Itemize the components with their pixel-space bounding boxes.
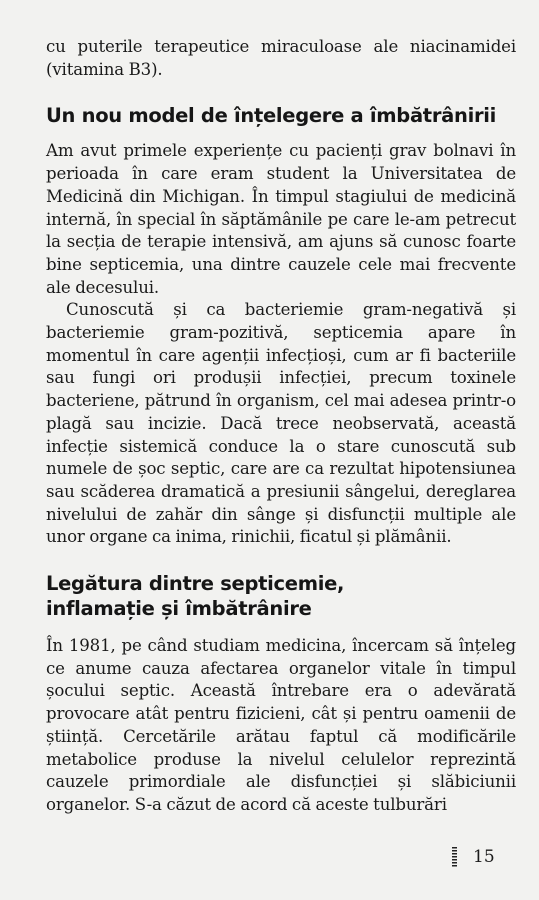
book-page xyxy=(46,36,516,817)
section-heading-new-model: Un nou model de înțelegere a îmbătrânirii xyxy=(46,104,497,128)
section-1-paragraph-1: Am avut primele experiențe cu pacienți grav bolnavi în perioada în care eram student la Universitatea de Medicină din Michigan. În timpul stagiului de medicină internă, în special în săptămânile pe care le-am petrecut la secția de terapie intensivă, am ajuns să cunosc foarte bine septicemia, una dintre cauzele cele mai frecvente ale decesului. xyxy=(46,141,516,297)
intro-paragraph: cu puterile terapeutice miraculoase ale niacinamidei (vitamina B3). xyxy=(46,37,516,79)
section-heading-septicemia-link: Legătura dintre septicemie, inflamație și îmbătrânire xyxy=(46,572,345,621)
section-2-paragraph-1: În 1981, pe când studiam medicina, încercam să înțeleg ce anume cauza afectarea organelor vitale în timpul șocului septic. Această întrebare era o adevărată provocare atât pentru fizicieni, cât și pentru oamenii de știință. Cercetările arătau faptul că modificările metabolice produse la nivelul celulelor reprezintă cauzele primordiale ale disfuncției și slăbiciunii organelor. S-a căzut de acord că aceste tulburări xyxy=(46,636,516,814)
page-number: 15 xyxy=(473,847,495,867)
section-1-paragraph-2: Cunoscută și ca bacteriemie gram-negativă și bacteriemie gram-pozitivă, septicemia apare în momentul în care agenții infecțioși, cum ar fi bacteriile sau fungi ori produșii infecției, precum toxinele bacteriene, pătrund în organism, cel mai adesea printr-o plagă sau incizie. Dacă trece neobservată, această infecție sistemică conduce la o stare cunoscută sub numele de șoc septic, care are ca rezultat hipotensiunea sau scăderea dramatică a presiunii sângelui, dereglarea nivelului de zahăr din sânge și disfuncții multiple ale unor organe ca inima, rinichii, ficatul și plămânii. xyxy=(46,300,516,547)
footer-ornament xyxy=(452,847,457,867)
page-footer xyxy=(452,846,495,868)
